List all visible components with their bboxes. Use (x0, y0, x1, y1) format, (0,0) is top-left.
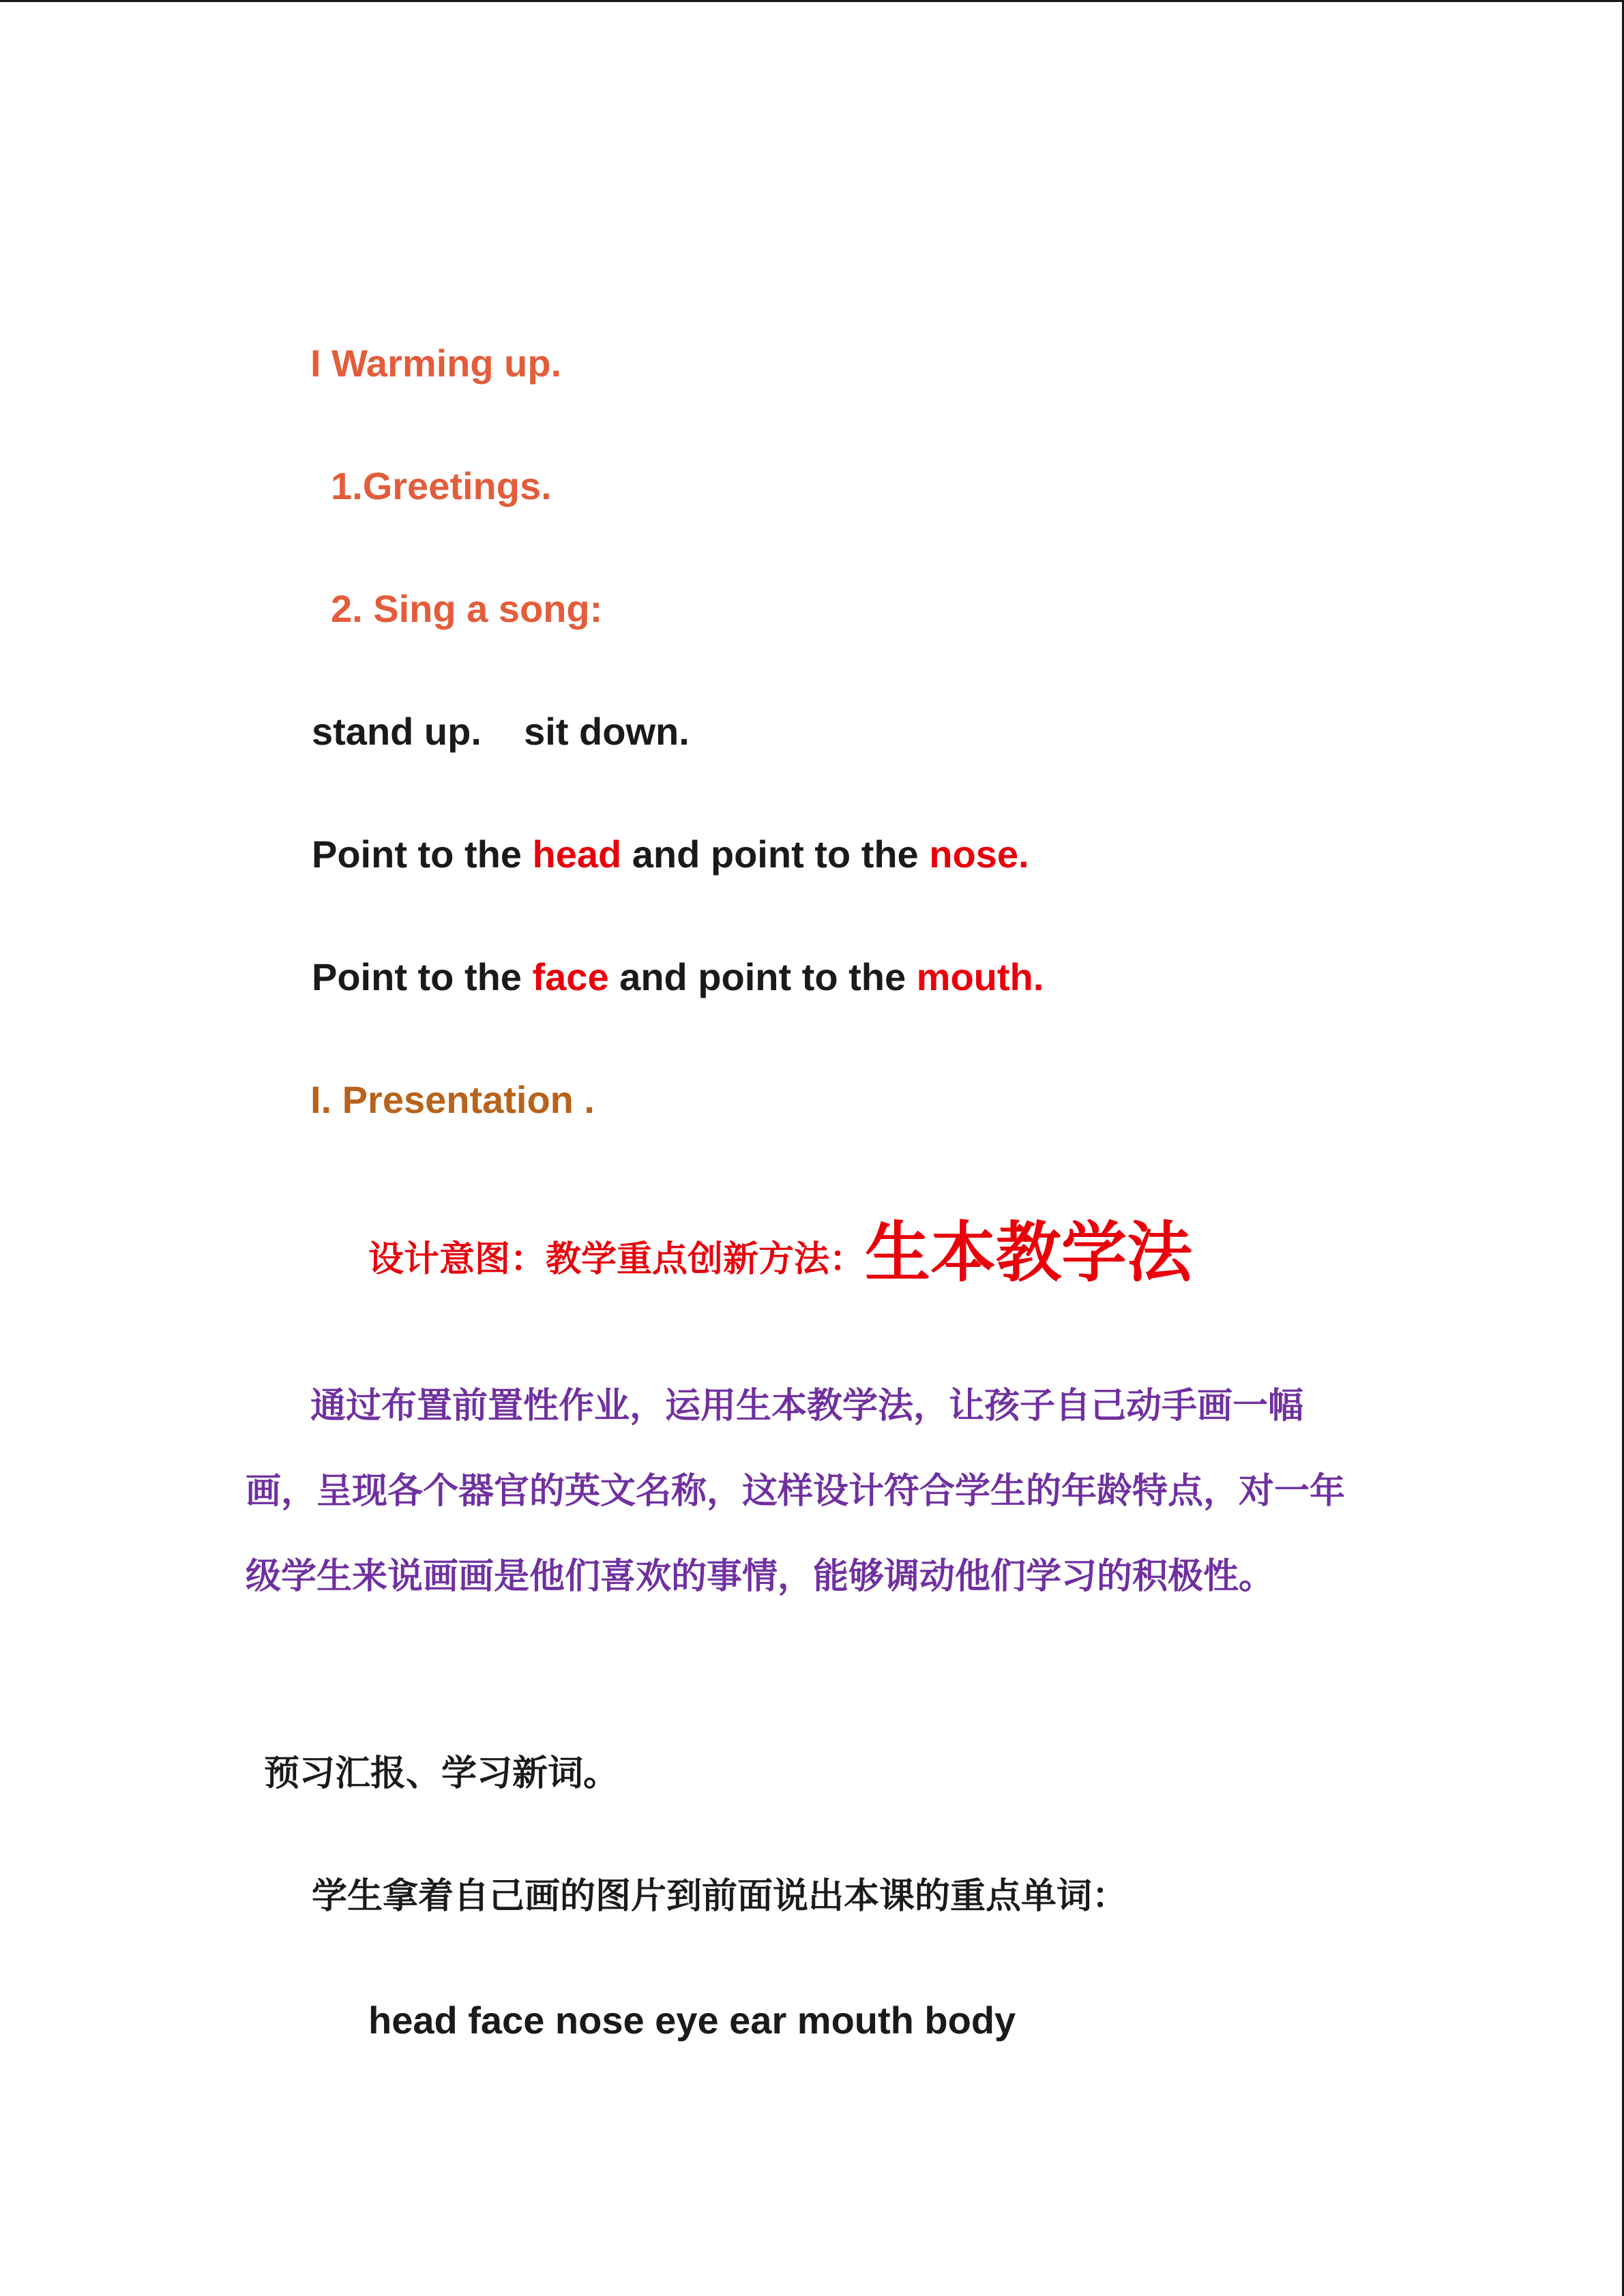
presentation-heading: I. Presentation . (310, 1078, 595, 1121)
song-line-text: Point to the (312, 833, 533, 876)
song-line-face-mouth (312, 955, 1044, 998)
song-keyword-head: head (532, 833, 622, 876)
design-intent-paragraph: 通过布置前置性作业，运用生本教学法，让孩子自己动手画一幅画，呈现各个器官的英文名称，这样设计符合学生的年龄特点，对一年级学生来说画画是他们喜欢的事情，能够调动他们学习的积极性。 (246, 1386, 1346, 1596)
song-line-text: Point to the (312, 955, 533, 998)
song-line-text: and point to the (621, 833, 930, 876)
design-intent-line (368, 1217, 1193, 1289)
sing-song-item: 2. Sing a song: (331, 587, 603, 630)
design-intent-label: 设计意图：教学重点创新方法： (368, 1240, 866, 1279)
song-line-head-nose (312, 835, 1029, 874)
song-line-stand-sit: stand up. sit down. (312, 710, 690, 753)
song-keyword-nose: nose. (929, 833, 1029, 876)
song-line-text: and point to the (608, 955, 917, 998)
greetings-item: 1.Greetings. (331, 464, 552, 507)
preview-instruction: 学生拿着自己画的图片到前面说出本课的重点单词： (312, 1877, 1128, 1916)
design-method-name: 生本教学法 (865, 1217, 1193, 1289)
preview-heading: 预习汇报、学习新词。 (264, 1754, 619, 1793)
song-keyword-mouth: mouth. (916, 955, 1044, 998)
key-words-list: head face nose eye ear mouth body (368, 1999, 1016, 2042)
warming-up-heading: I Warming up. (310, 342, 562, 385)
page-border-top (0, 0, 1624, 2)
song-keyword-face: face (532, 955, 609, 998)
